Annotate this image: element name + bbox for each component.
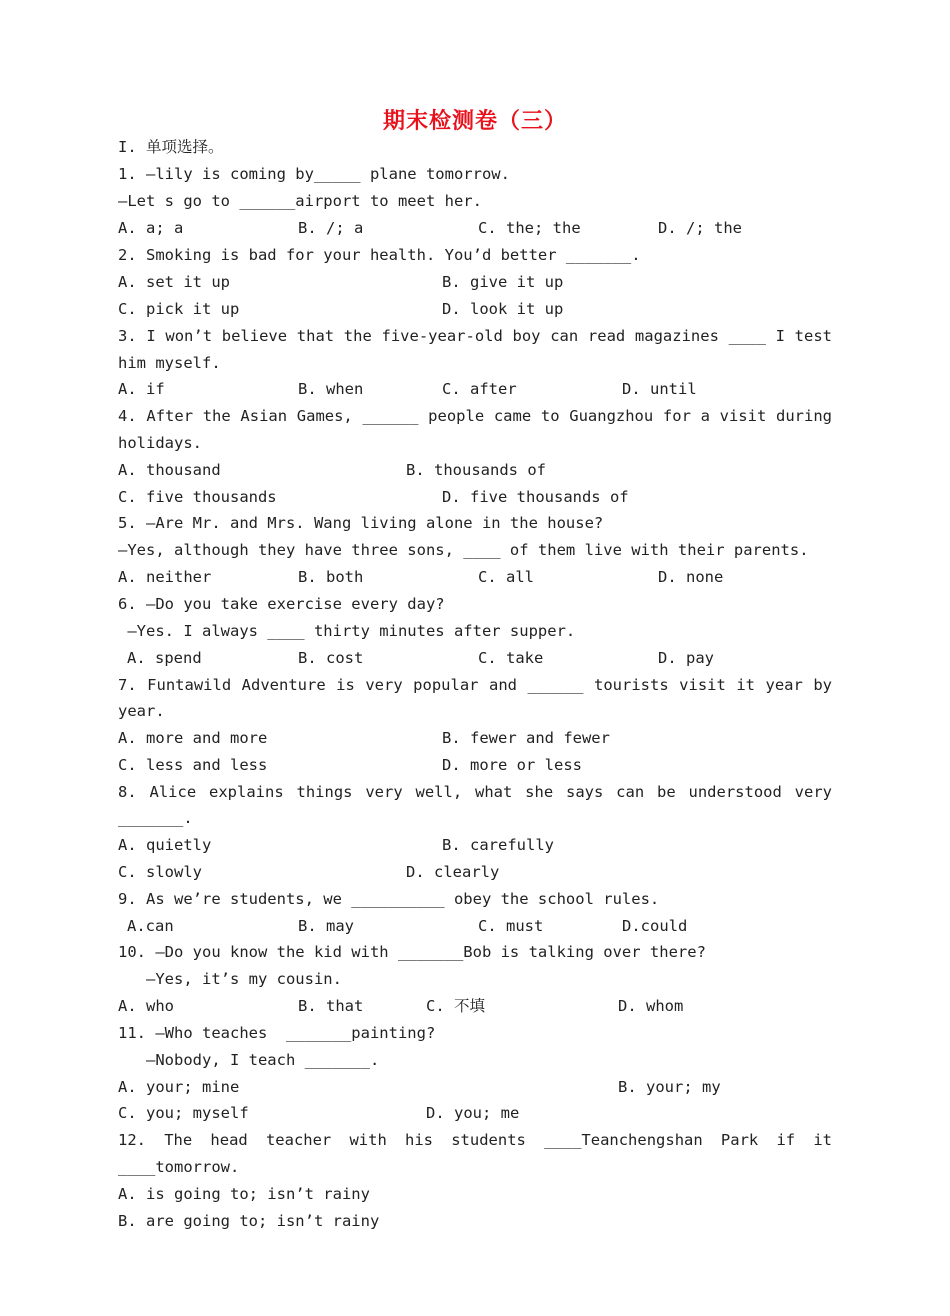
question-line: _______. (118, 809, 193, 827)
question-line: 6. —Do you take exercise every day? (118, 595, 445, 613)
section-heading: I. 单项选择。 (118, 138, 224, 156)
option-a: A. set it up (118, 273, 230, 291)
option-b: B. give it up (442, 273, 564, 291)
option-c: C. pick it up (118, 300, 240, 318)
question-line: year. (118, 702, 165, 720)
option-d: D. more or less (442, 756, 582, 774)
option-d: D. /; the (658, 219, 742, 237)
option-b: B. are going to; isn’t rainy (118, 1212, 380, 1230)
question-line: holidays. (118, 434, 202, 452)
option-b: B. both (298, 568, 364, 586)
option-a: A. who (118, 997, 174, 1015)
question-line: 5. —Are Mr. and Mrs. Wang living alone in the house? (118, 514, 604, 532)
option-a: A. if (118, 380, 165, 398)
option-b: B. your; my (618, 1078, 721, 1096)
option-b: B. carefully (442, 836, 554, 854)
option-d: D. five thousands of (442, 488, 629, 506)
option-d: D. you; me (426, 1104, 520, 1122)
option-d: D. clearly (406, 863, 500, 881)
option-a: A. neither (118, 568, 212, 586)
option-a: A. is going to; isn’t rainy (118, 1185, 370, 1203)
question-line: 7. Funtawild Adventure is very popular and ______ tourists visit it year by (118, 676, 832, 694)
question-line: ____tomorrow. (118, 1158, 240, 1176)
question-line: 12. The head teacher with his students ____Teanchengshan Park if it (118, 1131, 832, 1149)
option-a: A. your; mine (118, 1078, 240, 1096)
option-c: C. slowly (118, 863, 202, 881)
question-line: 11. —Who teaches _______painting? (118, 1024, 436, 1042)
option-c: C. the; the (478, 219, 581, 237)
option-c: C. take (478, 649, 544, 667)
page-title: 期末检测卷（三） (382, 109, 567, 134)
option-b: B. thousands of (406, 461, 546, 479)
option-c: C. five thousands (118, 488, 277, 506)
option-a: A. a; a (118, 219, 184, 237)
question-line: 8. Alice explains things very well, what she says can be understood very (118, 783, 832, 801)
question-line: 1. —lily is coming by_____ plane tomorrow. (118, 165, 510, 183)
option-d: D. none (658, 568, 724, 586)
question-line: 2. Smoking is bad for your health. You’d better _______. (118, 246, 641, 264)
option-a: A. thousand (118, 461, 221, 479)
option-b: B. cost (298, 649, 364, 667)
option-b: B. when (298, 380, 364, 398)
option-d: D. whom (618, 997, 684, 1015)
option-d: D. pay (658, 649, 714, 667)
question-line: 10. —Do you know the kid with _______Bob is talking over there? (118, 943, 706, 961)
option-c: C. must (478, 917, 544, 935)
question-line: 4. After the Asian Games, ______ people came to Guangzhou for a visit during (118, 407, 832, 425)
question-line: him myself. (118, 354, 221, 372)
option-d: D. until (622, 380, 697, 398)
option-a: A. quietly (118, 836, 212, 854)
question-line: —Let s go to ______airport to meet her. (118, 192, 482, 210)
option-c: C. less and less (118, 756, 268, 774)
question-line: —Yes, it’s my cousin. (118, 970, 342, 988)
option-b: B. may (298, 917, 354, 935)
option-b: B. /; a (298, 219, 364, 237)
question-line: 9. As we’re students, we __________ obey the school rules. (118, 890, 660, 908)
option-d: D. look it up (442, 300, 564, 318)
option-c: C. you; myself (118, 1104, 249, 1122)
option-b: B. that (298, 997, 364, 1015)
question-line: 3. I won’t believe that the five-year-old boy can read magazines ____ I test (118, 327, 832, 345)
question-line: —Nobody, I teach _______. (118, 1051, 380, 1069)
option-a: A.can (127, 917, 174, 935)
option-c: C. after (442, 380, 517, 398)
option-d: D.could (622, 917, 688, 935)
option-c: C. all (478, 568, 534, 586)
option-c: C. 不填 (426, 997, 485, 1015)
question-line: —Yes, although they have three sons, ____ of them live with their parents. (118, 541, 809, 559)
option-a: A. spend (127, 649, 202, 667)
question-line: —Yes. I always ____ thirty minutes after supper. (118, 622, 576, 640)
option-b: B. fewer and fewer (442, 729, 610, 747)
option-a: A. more and more (118, 729, 268, 747)
